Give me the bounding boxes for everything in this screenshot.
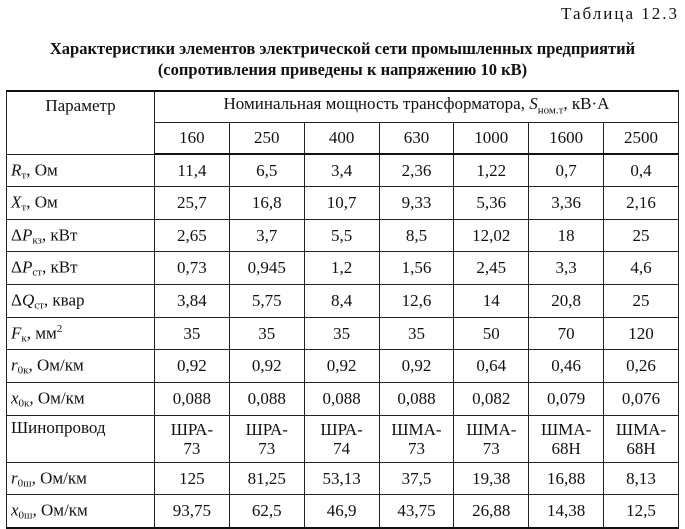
table-cell: 8,4	[304, 285, 379, 318]
parameter-sym: X	[11, 192, 22, 212]
table-cell: 3,36	[529, 187, 604, 220]
parameter-unit: , Ом/км	[28, 356, 84, 376]
table-row	[7, 350, 679, 383]
parameter-unit: , Ом/км	[29, 388, 85, 408]
parameter-pre: Δ	[11, 290, 22, 310]
busbar-type-line: ШМА-	[541, 419, 592, 439]
table-cell: 0,088	[304, 383, 379, 416]
parameter-unit: , квар	[43, 290, 85, 310]
parameter-unit: , кВт	[42, 258, 78, 278]
parameter-sub: к	[21, 332, 27, 345]
power-symbol: S	[529, 93, 538, 113]
table-cell: 16,88	[529, 462, 604, 495]
table-cell: 0,64	[454, 350, 529, 383]
table-row	[7, 154, 679, 187]
power-header-prefix: Номинальная мощность трансформатора,	[223, 93, 530, 113]
table-cell: 2,16	[604, 187, 679, 220]
table-cell: 26,88	[454, 495, 529, 528]
power-unit: , кВ·А	[563, 93, 610, 113]
table-cell: 93,75	[155, 495, 230, 528]
table-row	[7, 383, 679, 416]
table-cell: 0,92	[229, 350, 304, 383]
parameter-sym: x	[11, 388, 19, 408]
busbar-type-line: 73	[482, 438, 500, 458]
table-caption	[0, 38, 685, 80]
table-cell: 1,22	[454, 154, 529, 187]
parameter-sym: R	[11, 160, 22, 180]
table-cell: 5,75	[229, 285, 304, 318]
table-cell: 25	[604, 219, 679, 252]
table-row	[7, 187, 679, 220]
table-cell: 0,082	[454, 383, 529, 416]
parameter-pre: Δ	[11, 225, 22, 245]
param-column-header: Параметр	[7, 91, 155, 154]
parameter-unit: , мм	[26, 323, 57, 343]
table-cell: 2,45	[454, 252, 529, 285]
busbar-cell	[379, 415, 454, 462]
power-column-header: 2500	[604, 123, 679, 155]
busbar-cell	[304, 415, 379, 462]
busbar-type-line: 68Н	[551, 438, 581, 458]
table-cell: 50	[454, 317, 529, 350]
table-row	[7, 285, 679, 318]
busbar-type-line: 74	[333, 438, 351, 458]
parameter-label	[7, 383, 155, 416]
parameter-unit: , Ом	[26, 160, 58, 180]
table-cell: 25	[604, 285, 679, 318]
parameter-sym: F	[11, 323, 22, 343]
table-cell: 3,3	[529, 252, 604, 285]
parameter-label	[7, 317, 155, 350]
parameter-sub: 0к	[18, 397, 30, 410]
table-cell: 35	[155, 317, 230, 350]
table-cell: 46,9	[304, 495, 379, 528]
table-cell: 1,2	[304, 252, 379, 285]
table-cell: 125	[155, 462, 230, 495]
busbar-type-line: 68Н	[626, 438, 656, 458]
parameter-unit: , Ом	[26, 192, 58, 212]
table-cell: 14,38	[529, 495, 604, 528]
power-column-header: 400	[304, 123, 379, 155]
parameter-unit: , кВт	[41, 225, 78, 245]
busbar-type-line: ШРА-	[245, 419, 288, 439]
parameter-sym: Q	[21, 290, 35, 310]
table-cell: 8,13	[604, 462, 679, 495]
table-cell: 43,75	[379, 495, 454, 528]
table-cell: 53,13	[304, 462, 379, 495]
busbar-type-line: 73	[407, 438, 425, 458]
parameter-label	[7, 285, 155, 318]
parameter-label	[7, 154, 155, 187]
parameter-sub: т	[21, 169, 27, 182]
busbar-type-line: 73	[258, 438, 276, 458]
table-cell: 35	[229, 317, 304, 350]
table-cell: 11,4	[155, 154, 230, 187]
characteristics-table	[6, 90, 679, 529]
parameter-sub: 0к	[17, 365, 29, 378]
busbar-cell	[604, 415, 679, 462]
power-column-header: 630	[379, 123, 454, 155]
parameter-sym: r	[11, 356, 18, 376]
table-cell: 0,26	[604, 350, 679, 383]
parameter-sym: x	[11, 501, 19, 521]
table-cell: 16,8	[229, 187, 304, 220]
busbar-type-line: ШРА-	[170, 419, 214, 439]
table-row	[7, 252, 679, 285]
table-cell: 12,6	[379, 285, 454, 318]
parameter-sup: 2	[56, 322, 63, 335]
table-cell: 0,4	[604, 154, 679, 187]
table-cell: 70	[529, 317, 604, 350]
table-cell: 12,5	[604, 495, 679, 528]
parameter-label	[7, 187, 155, 220]
caption-line-1: Характеристики элементов электрической сети промышленных предприятий	[49, 39, 636, 58]
table-cell: 0,73	[155, 252, 230, 285]
busbar-type-line: ШМА-	[466, 419, 517, 439]
parameter-sub: ст	[34, 299, 44, 312]
power-column-header: 1600	[529, 123, 604, 155]
table-cell: 120	[604, 317, 679, 350]
table-cell: 25,7	[155, 187, 230, 220]
power-column-header: 250	[229, 123, 304, 155]
parameter-pre: Δ	[11, 258, 22, 278]
table-cell: 3,4	[304, 154, 379, 187]
table-cell: 0,92	[379, 350, 454, 383]
power-header	[155, 91, 679, 123]
table-cell: 0,088	[155, 383, 230, 416]
parameter-label	[7, 219, 155, 252]
parameter-sub: т	[21, 201, 27, 214]
parameter-label	[7, 252, 155, 285]
table-cell: 81,25	[229, 462, 304, 495]
busbar-type-line: ШРА-	[320, 419, 363, 439]
table-cell: 8,5	[379, 219, 454, 252]
busbar-label: Шинопровод	[7, 415, 155, 462]
busbar-type-line: ШМА-	[391, 419, 442, 439]
table-cell: 10,7	[304, 187, 379, 220]
power-column-header: 1000	[454, 123, 529, 155]
busbar-cell	[155, 415, 230, 462]
table-row	[7, 219, 679, 252]
table-cell: 35	[304, 317, 379, 350]
parameter-sub: ст	[32, 267, 43, 280]
busbar-cell	[529, 415, 604, 462]
table-cell: 0,088	[229, 383, 304, 416]
parameter-sym: P	[21, 225, 33, 245]
table-cell: 19,38	[454, 462, 529, 495]
parameter-unit: , Ом/км	[31, 468, 87, 488]
power-symbol-subscript: ном.т	[537, 104, 564, 117]
parameter-sub: 0ш	[17, 477, 32, 490]
parameter-unit: , Ом/км	[32, 501, 88, 521]
table-cell: 2,65	[155, 219, 230, 252]
table-row	[7, 495, 679, 528]
parameter-sym: r	[11, 468, 18, 488]
table-cell: 12,02	[454, 219, 529, 252]
table-cell: 37,5	[379, 462, 454, 495]
table-cell: 18	[529, 219, 604, 252]
table-cell: 62,5	[229, 495, 304, 528]
parameter-label	[7, 495, 155, 528]
parameter-label	[7, 462, 155, 495]
parameter-label	[7, 350, 155, 383]
table-cell: 5,36	[454, 187, 529, 220]
table-cell: 3,7	[229, 219, 304, 252]
table-cell: 0,7	[529, 154, 604, 187]
table-cell: 9,33	[379, 187, 454, 220]
busbar-cell	[454, 415, 529, 462]
table-cell: 0,92	[155, 350, 230, 383]
table-cell: 14	[454, 285, 529, 318]
busbar-type-line: ШМА-	[615, 419, 667, 439]
table-cell: 1,56	[379, 252, 454, 285]
table-number: Таблица 12.3	[561, 4, 679, 23]
table-cell: 35	[379, 317, 454, 350]
table-row	[7, 317, 679, 350]
table-cell: 0,945	[229, 252, 304, 285]
busbar-cell	[229, 415, 304, 462]
table-cell: 0,088	[379, 383, 454, 416]
power-column-header: 160	[155, 123, 230, 155]
table-cell: 6,5	[229, 154, 304, 187]
table-cell: 0,46	[529, 350, 604, 383]
table-row	[7, 462, 679, 495]
table-cell: 3,84	[155, 285, 230, 318]
parameter-sub: кз	[32, 234, 42, 247]
table-cell: 0,076	[604, 383, 679, 416]
caption-line-2: (сопротивления приведены к напряжению 10 кВ)	[157, 60, 528, 79]
parameter-sym: P	[21, 258, 33, 278]
table-cell: 2,36	[379, 154, 454, 187]
table-cell: 5,5	[304, 219, 379, 252]
table-cell: 20,8	[529, 285, 604, 318]
table-cell: 0,92	[304, 350, 379, 383]
parameter-sub: 0ш	[18, 510, 33, 523]
table-row-busbar	[7, 415, 679, 462]
table-cell: 0,079	[529, 383, 604, 416]
table-cell: 4,6	[604, 252, 679, 285]
busbar-type-line: 73	[183, 438, 201, 458]
